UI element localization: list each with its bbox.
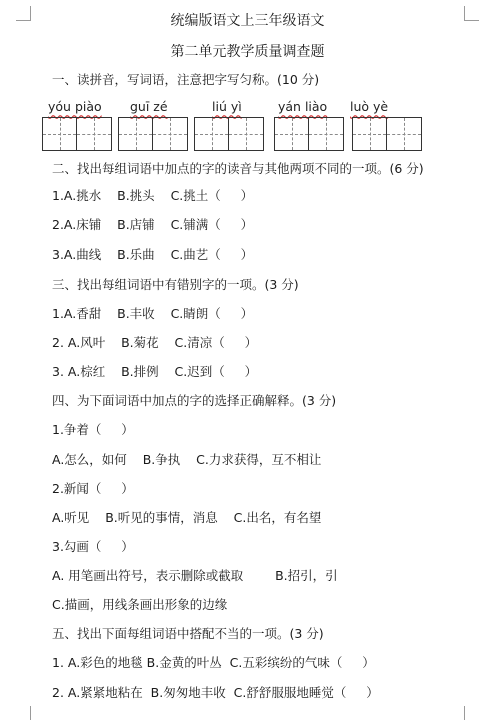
writing-cell[interactable] — [387, 118, 421, 150]
question-item: 3.A.曲线 B.乐曲 C.曲艺（ ） — [52, 247, 254, 262]
writing-cell[interactable] — [309, 118, 343, 150]
pinyin-label: luò yè — [350, 99, 389, 114]
writing-cell[interactable] — [275, 118, 309, 150]
document-subtitle: 第二单元教学质量调查题 — [170, 44, 325, 60]
writing-grid[interactable] — [352, 117, 422, 151]
question-option: A.怎么，如何 B.争执 C.力求获得，互不相让 — [52, 452, 322, 467]
pinyin-label: yóu piào — [48, 99, 102, 114]
question-item: 2. A.风叶 B.菊花 C.清凉（ ） — [52, 335, 258, 350]
section-3-heading: 三、找出每组词语中有错别字的一项。(3 分) — [52, 277, 299, 292]
page-corner-mark — [464, 706, 479, 720]
writing-cell[interactable] — [195, 118, 229, 150]
question-item: 2.新闻（ ） — [52, 481, 134, 496]
writing-cell[interactable] — [229, 118, 263, 150]
page-corner-mark — [16, 706, 31, 720]
writing-cell[interactable] — [119, 118, 153, 150]
section-2-heading: 二、找出每组词语中加点的字的读音与其他两项不同的一项。(6 分) — [52, 161, 424, 176]
question-option: A.听见 B.听见的事情，消息 C.出名，有名望 — [52, 510, 322, 525]
question-item: 3. A.棕红 B.排例 C.迟到（ ） — [52, 364, 258, 379]
document-title: 统编版语文上三年级语文 — [170, 13, 325, 29]
section-5-heading: 五、找出下面每组词语中搭配不当的一项。(3 分) — [52, 626, 324, 641]
writing-grid[interactable] — [42, 117, 112, 151]
question-item: 1.争着（ ） — [52, 422, 134, 437]
question-item: 2. A.紧紧地粘在 B.匆匆地丰收 C.舒舒服服地睡觉（ ） — [52, 685, 379, 700]
question-item: 1. A.彩色的地毯 B.金黄的叶丛 C.五彩缤纷的气味（ ） — [52, 655, 375, 670]
question-item: 1.A.挑水 B.挑头 C.挑土（ ） — [52, 188, 254, 203]
writing-cell[interactable] — [353, 118, 387, 150]
writing-grid[interactable] — [194, 117, 264, 151]
section-1-heading: 一、读拼音，写词语，注意把字写匀称。(10 分) — [52, 72, 320, 87]
writing-grid[interactable] — [274, 117, 344, 151]
question-option: C.描画，用线条画出形象的边缘 — [52, 597, 228, 612]
writing-grid[interactable] — [118, 117, 188, 151]
question-item: 1.A.香甜 B.丰收 C.睛朗（ ） — [52, 306, 254, 321]
writing-cell[interactable] — [153, 118, 187, 150]
pinyin-label: yán liào — [278, 99, 328, 114]
pinyin-label: liú yì — [212, 99, 242, 114]
writing-cell[interactable] — [77, 118, 111, 150]
writing-cell[interactable] — [43, 118, 77, 150]
question-option: A. 用笔画出符号，表示删除或截取 B.招引，引 — [52, 568, 338, 583]
pinyin-label: guī zé — [130, 99, 168, 114]
question-item: 2.A.床铺 B.店铺 C.铺满（ ） — [52, 217, 254, 232]
section-4-heading: 四、为下面词语中加点的字的选择正确解释。(3 分) — [52, 393, 337, 408]
question-item: 3.勾画（ ） — [52, 539, 134, 554]
